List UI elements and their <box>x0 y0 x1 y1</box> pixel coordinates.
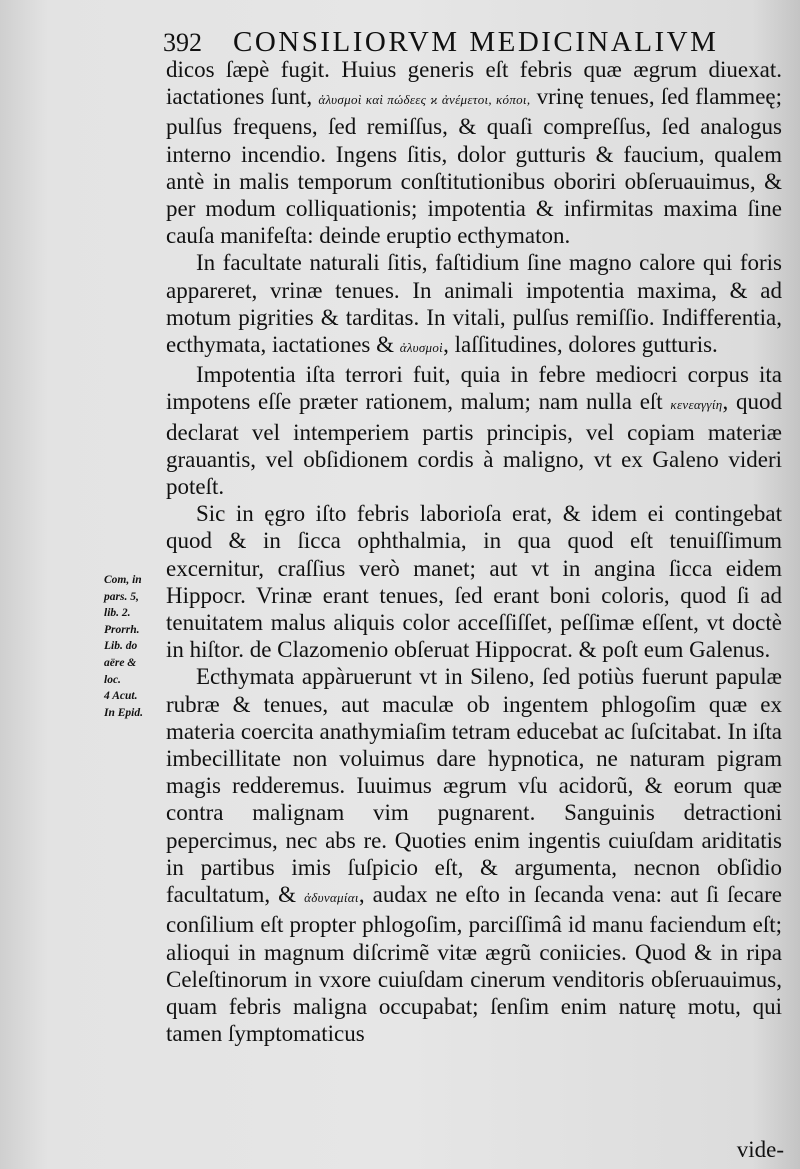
page-number: 392 <box>163 28 202 57</box>
margin-line: lib. 2. <box>104 607 131 620</box>
paragraph-3-text-a: Impotentia iſta terrori fuit, quia in febre mediocri corpus ita impotens eſſe præter rationem, malum; nam nulla eſt <box>166 362 782 415</box>
paragraph-2-text-a: In facultate naturali ſitis, faſtidium ſine magno calore qui foris appareret, vrinæ tenues. In animali impotentia maxima, & ad motum pigrities & tarditas. In vitali, pulſus remiſſio. Indifferentia, ecthymata, iactationes & <box>166 250 782 358</box>
paragraph-4: Sic in ęgro iſto febris laborioſa erat, & idem ei contingebat quod & in ſicca ophthalmia, in qua quod eſt tenuiſſimum excernitur, craſſius verò manet; aut vt in angina ſicca eidem Hippocr. Vrinæ erant tenues, ſed erant boni coloris, quod ſi ad tenuitatem malus aliquis color acceſſiſſet, peſſimæ eſſent, vt doctè in hiſtor. de Clazomenio obſeruat Hippocrat. & poſt eum Galenus. <box>166 501 782 663</box>
paragraph-1 <box>166 56 782 249</box>
margin-line: 4 Acut. <box>104 690 138 703</box>
catchword: vide- <box>736 1137 784 1162</box>
paragraph-3-text-b: , quod declarat vel intemperiem partis principis, vel copiam materiæ grauantis, vel obſidionem cordis à maligno, vt ex Galeno videri poteſt. <box>166 389 782 500</box>
marginal-citation <box>104 572 168 721</box>
paragraph-2 <box>166 249 782 361</box>
greek-phrase-1: ἀλυσμοὶ καὶ πώδεες ϰ ἀνέμετοι, κόποι, <box>318 92 531 108</box>
paragraph-3 <box>166 361 782 500</box>
greek-phrase-4: ἀδυναμίαι <box>304 890 359 906</box>
margin-line: Com, in <box>104 574 142 586</box>
paragraph-5-text-a: Ecthymata appàruerunt vt in Sileno, ſed potiùs fuerunt papulæ rubræ & tenues, aut maculæ ob ingentem phlogoſim quæ ex materia coercita anathymiaſim tetram educebat ac ſuſcitabat. In iſta imbecillitate non voluimus dare hypnotica, ne naturam pigram magis redderemus. Iuuimus ægrum vſu acidorũ, & eorum quæ contra malignam vim pugnarent. Sanguinis detractioni pepercimus, nec abs re. Quoties enim ingentis cuiuſdam ariditatis in partibus imis ſuſpicio eſt, & argumenta, necnon obſidio facultatum, & <box>166 664 782 908</box>
margin-line: Lib. do <box>104 640 138 653</box>
margin-line: loc. <box>104 673 121 686</box>
margin-line: In Epid. <box>104 706 143 719</box>
main-text <box>166 56 782 1047</box>
running-head: CONSILIORVM MEDICINALIVM <box>233 26 719 58</box>
paragraph-5-text-b: , audax ne eſto in ſecanda vena: aut ſi ſecare conſilium eſt propter phlogoſim, parciſſimâ id manu faciendum eſt; alioqui in magnum diſcrimẽ vitæ ægrũ coniicies. Quod & in ripa Celeſtinorum in vxore cuiuſdam cinerum venditoris obſeruauimus, quam febris maligna occupabat; ſenſim enim naturę motu, qui tamen ſymptomaticus <box>166 882 782 1047</box>
paragraph-5 <box>166 663 782 1047</box>
greek-phrase-3: κενεαγγίη <box>670 397 723 413</box>
margin-line: aëre & <box>104 656 137 669</box>
paragraph-1-text-b: vrinę tenues, ſed flammeę; pulſus frequens, ſed remiſſus, & quaſi compreſſus, ſed analogus interno incendio. Ingens ſitis, dolor gutturis & faucium, qualem antè in malis temporum conſtitutionibus oboriri obſeruauimus, & per modum colliquationis; impotentia & infirmitas maxima ſine cauſa manifeſta: deinde eruptio ecthymaton. <box>166 84 782 249</box>
margin-line: Prorrh. <box>104 623 140 636</box>
paragraph-1-text-a: dicos ſæpè fugit. Huius generis eſt febris quæ ægrum diuexat. iactationes ſunt, <box>166 57 782 110</box>
greek-phrase-2: ἀλυσμοὶ <box>399 340 444 356</box>
margin-line: pars. 5, <box>104 590 139 603</box>
paragraph-2-text-b: , laſſitudines, dolores gutturis. <box>443 332 718 358</box>
